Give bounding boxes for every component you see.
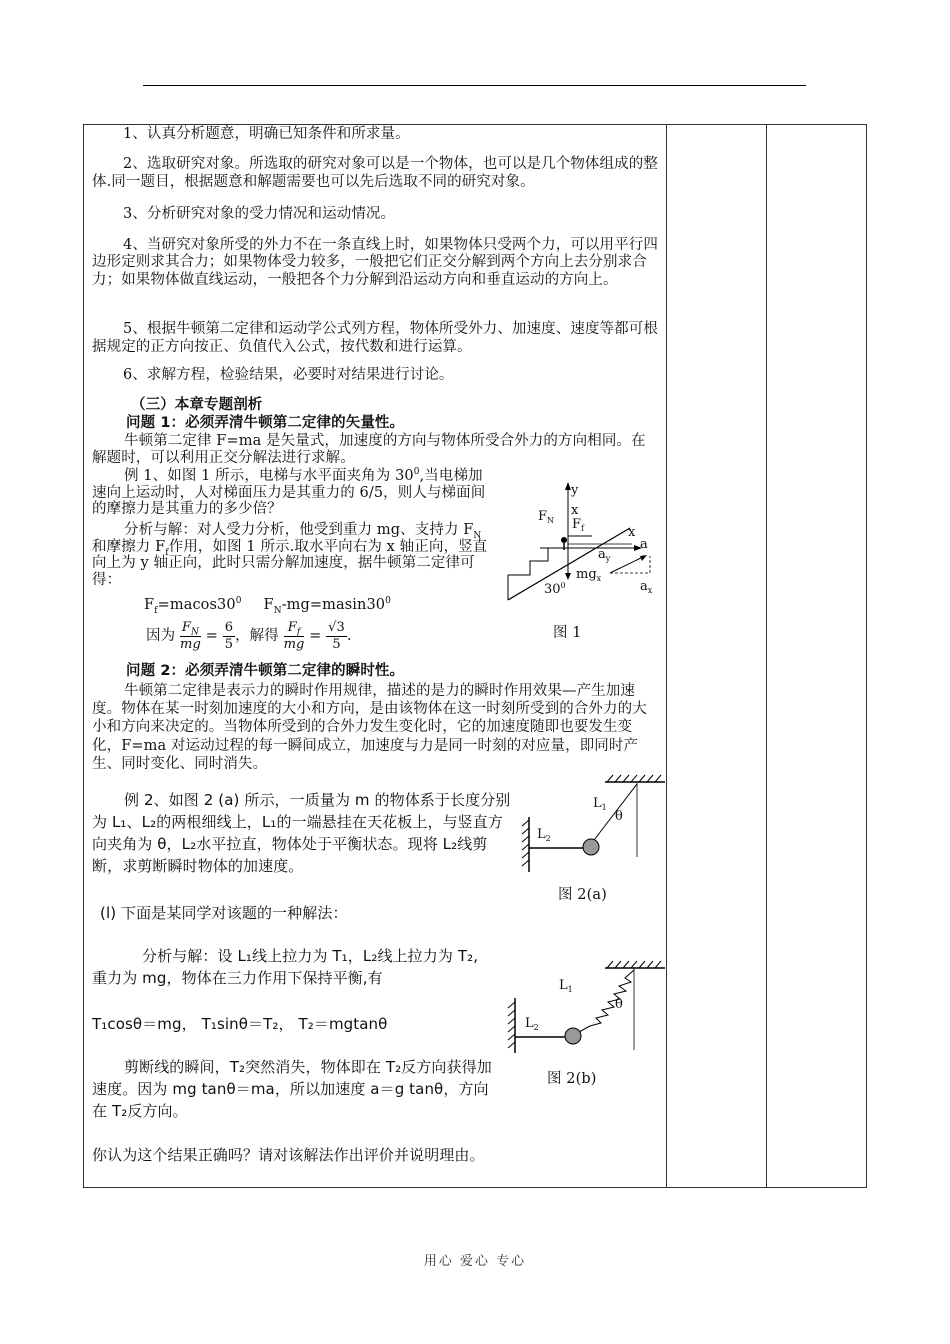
label-mg: $mg_x$ [576, 567, 602, 583]
problem2-heading: 问题 2：必须弄清牛顿第二定律的瞬时性。 [126, 663, 405, 679]
step-4: 4、当研究对象所受的外力不在一条直线上时，如果物体只受两个力，可以用平行四边形定则求其合力；如果物体受力较多，一般把它们正交分解到两个方向上去分别求合力；如果物体做直线运动，一般把各个力分解到沿运动方向和垂直运动的方向上。 [92, 237, 658, 288]
step-2: 2、选取研究对象。所选取的研究对象可以是一个物体，也可以是几个物体组成的整体.同一题目，根据题意和解题需要也可以先后选取不同的研究对象。 [92, 156, 658, 190]
figure-1-caption: 图 1 [553, 625, 582, 641]
label-ay: $a_y$ [598, 547, 611, 563]
label-l2: $L_2$ [525, 1016, 539, 1032]
problem1-heading: 问题 1：必须弄清牛顿第二定律的矢量性。 [126, 415, 405, 431]
figure-2a-caption: 图 2(a) [558, 887, 607, 903]
label-x-upper: x [571, 503, 579, 518]
incline-line [508, 528, 630, 600]
label-angle: $30^0$ [544, 581, 566, 597]
person [561, 537, 567, 543]
fraction-ff-mg: $\frac{F_f}{mg}$ [283, 619, 305, 652]
figure-2b [495, 958, 645, 1058]
page-footer: 用心 爱心 专心 [423, 1254, 527, 1269]
part1-question: 你认为这个结果正确吗？请对该解法作出评价并说明理由。 [92, 1146, 485, 1164]
mass-ball [565, 1028, 581, 1044]
equation-ratio: 因为 $\frac{F_N}{mg}$ = $\frac{6}{5}$ ，解得 $\frac{F_f}{mg}$ = $\frac{√3}{5}$ . [146, 619, 352, 652]
mass-ball [583, 839, 599, 855]
part1-intro: (l) 下面是某同学对该题的一种解法： [100, 904, 348, 922]
label-fn: $F_N$ [538, 509, 555, 525]
label-theta: θ [615, 809, 623, 824]
fraction-6-5: $\frac{6}{5}$ [224, 619, 234, 652]
fraction-root3-5: $\frac{√3}{5}$ [328, 619, 345, 652]
table-column-divider [766, 124, 767, 1188]
header-rule [143, 85, 806, 86]
string-l1 [591, 784, 637, 844]
figure-1-elevator [500, 478, 660, 603]
label-x: x [628, 525, 636, 540]
acceleration-arrow [610, 556, 645, 573]
label-l1: $L_1$ [559, 978, 573, 994]
step-5: 5、根据牛顿第二定律和运动学公式列方程，物体所受外力、加速度、速度等都可根据规定的正方向按正、负值代入公式，按代数和进行运算。 [92, 321, 658, 355]
label-a: a [640, 537, 648, 552]
problem2-intro: 牛顿第二定律是表示力的瞬时作用规律，描述的是力的瞬时作用效果—产生加速度。物体在某一时刻加速度的大小和方向，是由该物体在这一时刻所受到的合外力的大小和方向来决定的。当物体所受到的合外力发生变化时，它的加速度随即也要发生变化，F=ma 对运动过程的每一瞬间成立，加速度与力是同一时刻的对应量，即同时产生、同时变化、同时消失。 [92, 683, 647, 772]
step-3: 3、分析研究对象的受力情况和运动情况。 [123, 206, 396, 222]
part1-analysis: 分析与解：设 L₁线上拉力为 T₁，L₂线上拉力为 T₂, 重力为 mg，物体在三力作用下保持平衡,有 [92, 947, 479, 987]
section-heading: （三）本章专题剖析 [131, 397, 263, 413]
figure-2b-caption: 图 2(b) [547, 1071, 597, 1087]
label-ax: $a_x$ [640, 579, 653, 595]
fraction-fn-mg: $\frac{F_N}{mg}$ [180, 619, 201, 652]
table-column-divider [666, 124, 667, 1188]
problem1-intro: 牛顿第二定律 F=ma 是矢量式，加速度的方向与物体所受合外力的方向相同。在解题时，可以利用正交分解法进行求解。 [92, 433, 646, 466]
step-6: 6、求解方程，检验结果，必要时对结果进行讨论。 [123, 367, 454, 383]
example1-analysis: 分析与解：对人受力分析，他受到重力 mg、支持力 $F_N$和摩擦力 $F_f$作用，如图 1 所示.取水平向右为 x 轴正向，竖直向上为 y 轴正向，此时只需分解加速度，据牛顿第二定律可得： [92, 522, 488, 588]
label-l1: $L_1$ [593, 796, 607, 812]
figure-2a [515, 772, 665, 872]
step-1: 1、认真分析题意，明确已知条件和所求量。 [123, 126, 410, 142]
label-l2: $L_2$ [537, 827, 551, 843]
example2-text: 例 2、如图 2 (a) 所示，一质量为 m 的物体系于长度分别为 L₁、L₂的两根细线上，L₁的一端悬挂在天花板上，与竖直方向夹角为 θ，L₂水平拉直，物体处于平衡状态。现将 L₂线剪断，求剪断瞬时物体的加速度。 [92, 791, 511, 875]
label-theta: θ [615, 997, 623, 1012]
label-y: y [571, 483, 579, 498]
part1-equations: T₁cosθ＝mg， T₁sinθ＝T₂， T₂＝mgtanθ [92, 1015, 388, 1033]
label-ff: $F_f$ [572, 517, 584, 533]
equation-ff: $F_f=macos30^0$ $F_N-mg=masin30^0$ [144, 596, 391, 616]
part1-cut: 剪断线的瞬间，T₂突然消失，物体即在 T₂反方向获得加速度。因为 mg tanθ＝ma，所以加速度 a＝g tanθ，方向在 T₂反方向。 [92, 1058, 492, 1120]
example1-text: 例 1、如图 1 所示，电梯与水平面夹角为 $30^0$,当电梯加速向上运动时，人对梯面压力是其重力的 6/5，则人与梯面间的摩擦力是其重力的多少倍？ [92, 467, 486, 517]
spring-l1 [579, 970, 634, 1032]
